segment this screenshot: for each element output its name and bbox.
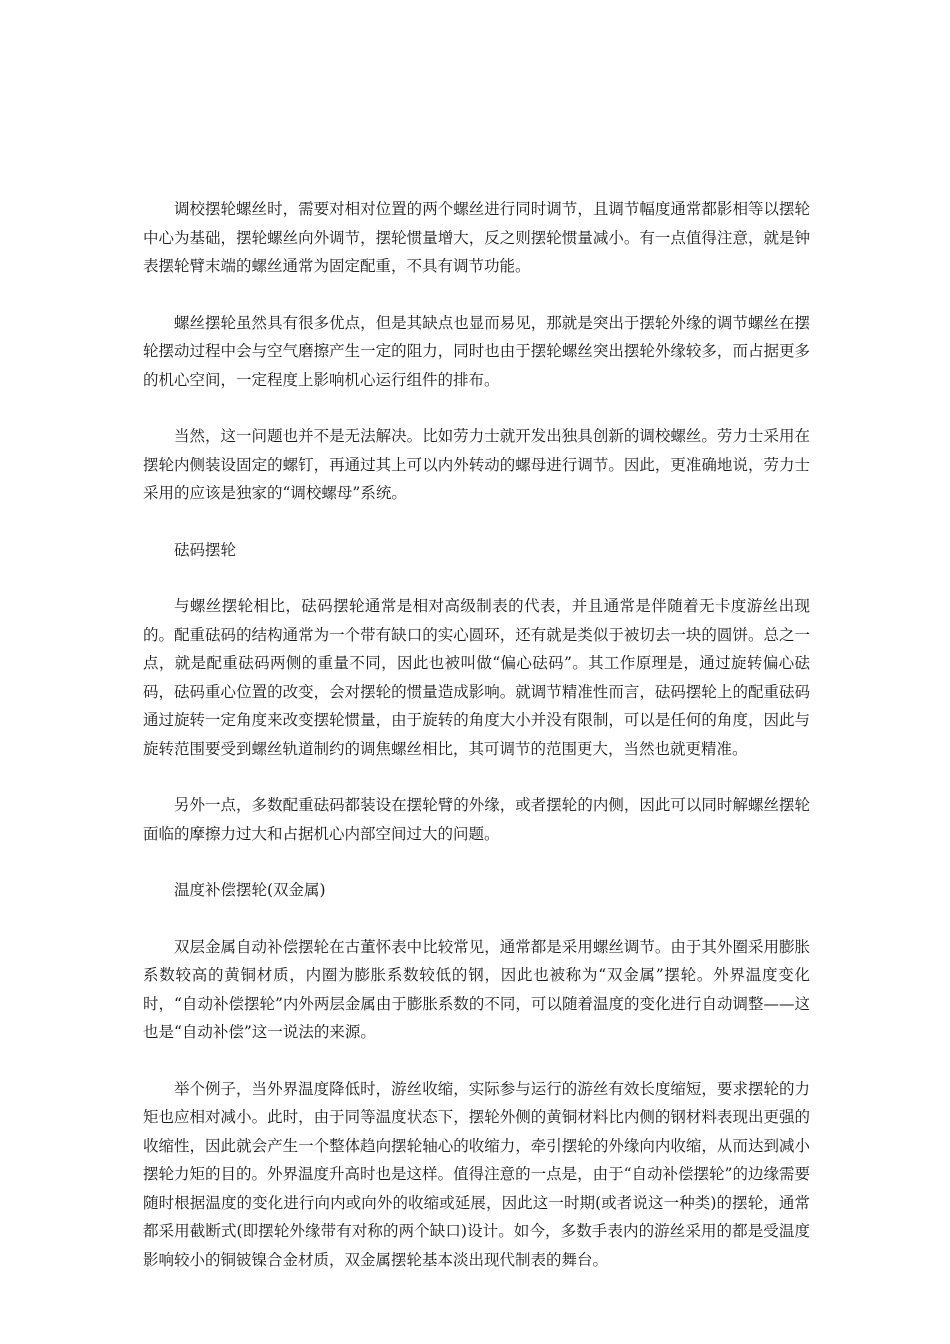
paragraph-screw-adjustment: 调校摆轮螺丝时，需要对相对位置的两个螺丝进行同时调节，且调节幅度通常都影相等以摆轮中心为基础，摆轮螺丝向外调节，摆轮惯量增大，反之则摆轮惯量减小。有一点值得注意，就是钟表摆轮臂末端的螺丝通常为固定配重，不具有调节功能。 — [143, 200, 810, 275]
paragraph-screw-drawbacks: 螺丝摆轮虽然具有很多优点，但是其缺点也显而易见，那就是突出于摆轮外缘的调节螺丝在摆轮摆动过程中会与空气磨擦产生一定的阻力，同时也由于摆轮螺丝突出摆轮外缘较多，而占据更多的机心空间，一定程度上影响机心运行组件的排布。 — [143, 313, 810, 389]
paragraph-rolex-solution: 当然，这一问题也并不是无法解决。比如劳力士就开发出独具创新的调校螺丝。劳力士采用在摆轮内侧装设固定的螺钉，再通过其上可以内外转动的螺母进行调节。因此，更准确地说，劳力士采用的应该是独家的“调校螺母”系统。 — [143, 427, 810, 502]
section-heading-bimetal: 温度补偿摆轮(双金属) — [174, 881, 326, 899]
paragraph-weight-balance: 与螺丝摆轮相比，砝码摆轮通常是相对高级制表的代表，并且通常是伴随着无卡度游丝出现的。配重砝码的结构通常为一个带有缺口的实心圆环，还有就是类似于被切去一块的圆饼。总之一点，就是配重砝码两侧的重量不同，因此也被叫做“偏心砝码”。其工作原理是，通过旋转偏心砝码，砝码重心位置的改变，会对摆轮的惯量造成影响。就调节精准性而言，砝码摆轮上的配重砝码通过旋转一定角度来改变摆轮惯量，由于旋转的角度大小并没有限制，可以是任何的角度，因此与旋转范围要受到螺丝轨道制约的调焦螺丝相比，其可调节的范围更大，当然也就更精准。 — [143, 597, 810, 758]
paragraph-bimetal-intro: 双层金属自动补偿摆轮在古董怀表中比较常见，通常都是采用螺丝调节。由于其外圈采用膨胀系数较高的黄铜材质，内圈为膨胀系数较低的钢，因此也被称为“双金属”摆轮。外界温度变化时，“自动补偿摆轮”内外两层金属由于膨胀系数的不同，可以随着温度的变化进行自动调整——这也是“自动补偿”这一说法的来源。 — [143, 937, 810, 1041]
paragraph-bimetal-example: 举个例子，当外界温度降低时，游丝收缩，实际参与运行的游丝有效长度缩短，要求摆轮的力矩也应相对减小。此时，由于同等温度状态下，摆轮外侧的黄铜材料比内侧的钢材料表现出更强的收缩性，因此就会产生一个整体趋向摆轮轴心的收缩力，牵引摆轮的外缘向内收缩，从而达到减小摆轮力矩的目的。外界温度升高时也是这样。值得注意的一点是，由于“自动补偿摆轮”的边缘需要随时根据温度的变化进行向内或向外的收缩或延展，因此这一时期(或者说这一种类)的摆轮，通常都采用截断式(即摆轮外缘带有对称的两个缺口)设计。如今，多数手表内的游丝采用的都是受温度影响较小的铜铍镍合金材质，双金属摆轮基本淡出现代制表的舞台。 — [143, 1079, 810, 1269]
document-body — [143, 195, 810, 1302]
paragraph-weight-placement: 另外一点，多数配重砝码都装设在摆轮臂的外缘，或者摆轮的内侧，因此可以同时解螺丝摆轮面临的摩擦力过大和占据机心内部空间过大的问题。 — [143, 796, 810, 843]
section-heading-weight-balance: 砝码摆轮 — [174, 540, 237, 559]
